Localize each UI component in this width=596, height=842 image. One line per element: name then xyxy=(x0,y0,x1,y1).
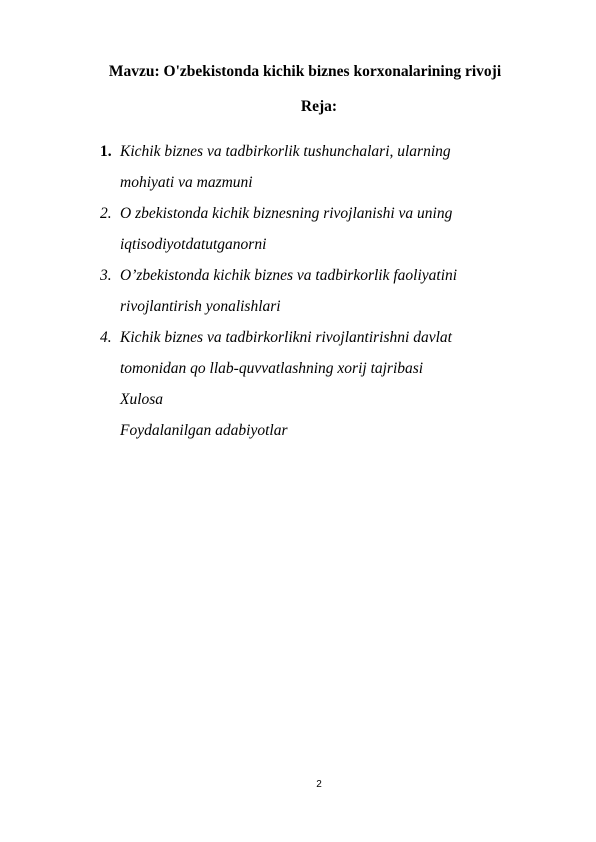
plan-item-line: tomonidan qo llab-quvvatlashning xorij tajribasi xyxy=(120,360,424,377)
plan-item-number: 4. xyxy=(100,329,112,346)
plan-item-line: rivojlantirish yonalishlari xyxy=(120,298,281,315)
plan-item-line: Kichik biznes va tadbirkorlik tushunchalari, ularning xyxy=(120,143,451,160)
plan-item-2 xyxy=(100,198,540,260)
plan-item-1 xyxy=(100,136,540,198)
topic-title: Mavzu: O'zbekistonda kichik biznes korxonalarining rivoji xyxy=(108,63,502,80)
plan-item-number: 1. xyxy=(100,143,112,160)
plan-item-line: O zbekistonda kichik biznesning rivojlanishi va uning xyxy=(120,205,453,222)
plan-item-text xyxy=(120,136,451,198)
plan-item-4 xyxy=(100,322,540,384)
plan-item-text xyxy=(120,384,287,446)
plan-item-text xyxy=(120,198,452,260)
references-line: Foydalanilgan adabiyotlar xyxy=(120,422,288,439)
plan-item-text xyxy=(120,322,452,384)
plan-item-line: Kichik biznes va tadbirkorlikni rivojlantirishni davlat xyxy=(120,329,452,346)
plan-item-conclusion xyxy=(100,384,540,446)
plan-item-line: iqtisodiyotdatutganorni xyxy=(120,236,267,253)
plan-list xyxy=(100,136,540,446)
plan-item-text xyxy=(120,260,457,322)
conclusion-line: Xulosa xyxy=(120,391,164,408)
plan-item-number: 2. xyxy=(100,205,112,222)
plan-item-line: mohiyati va mazmuni xyxy=(120,174,253,191)
plan-heading: Reja: xyxy=(300,98,338,115)
plan-item-line: O’zbekistonda kichik biznes va tadbirkorlik faoliyatini xyxy=(120,267,458,284)
page-number: 2 xyxy=(316,779,322,790)
plan-item-number: 3. xyxy=(100,267,112,284)
plan-item-3 xyxy=(100,260,540,322)
